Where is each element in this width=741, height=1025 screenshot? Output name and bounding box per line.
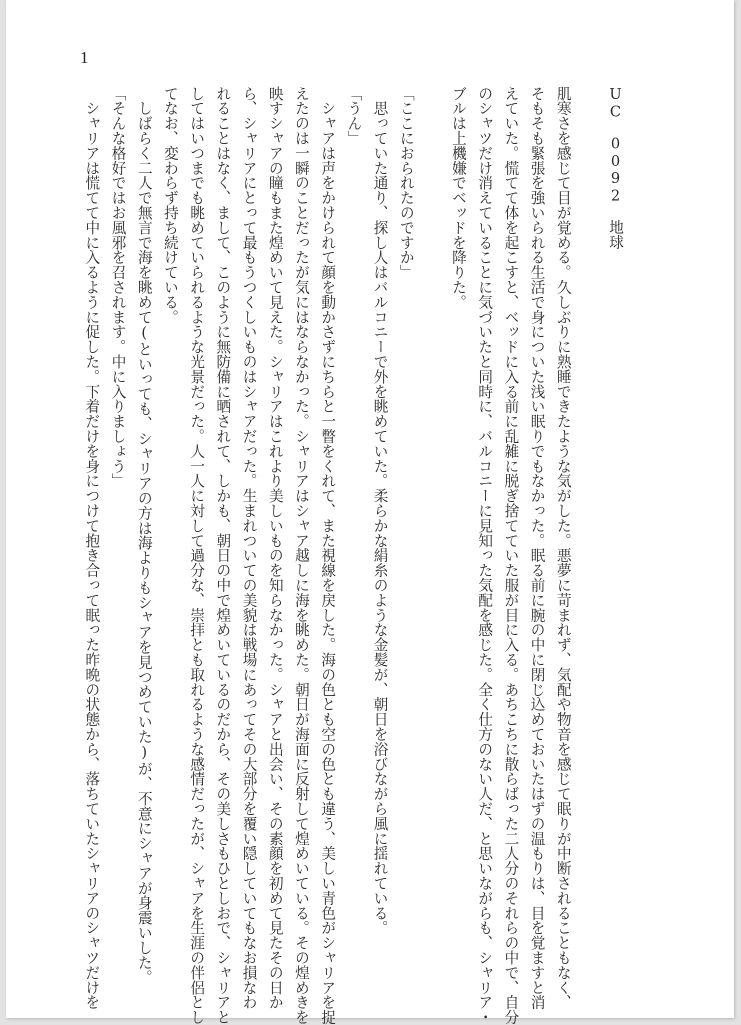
text-line: 肌寒さを感じて目が覚める。久しぶりに熟睡できたような気がした。悪夢に苛まれず、気配や物音を感じて眠りが中断されることもなく、 (554, 86, 572, 1010)
text-line: のシャツだけ消えていることに気づいたと同時に、バルコニーに見知った気配を感じた。全く仕方のない人だ、と思いながらも、シャリア・ (476, 86, 494, 1025)
text-line: れることはなく、まして、このように無防備に晒されて、しかも、朝日の中で煌めいているのだから、その美しさもひとしおで、シャリアと (214, 86, 232, 1025)
text-line: ブルは上機嫌でベッドを降りた。 (449, 86, 467, 310)
text-line: てなお、変わらず持ち続けている。 (161, 86, 179, 325)
text-line: そもそも緊張を強いられる生活で身についた浅い眠りでもなかった。眠る前に腕の中に閉じ込めておいたはずの温もりは、目を覚ますと消 (528, 86, 546, 1010)
dialogue-line: 「ここにおられたのですか」 (397, 86, 415, 280)
text-line: しばらく二人で無言で海を眺めて(といっても、シャリアの方は海よりもシャアを見つめていた)が、不意にシャアが身震いした。 (135, 86, 153, 985)
text-line: 思っていた通り、探し人はバルコニーで外を眺めていた。柔らかな絹糸のような金髪が、朝日を浴びながら風に揺れている。 (371, 86, 389, 936)
vertical-body-text (78, 86, 628, 1025)
text-line: 映すシャアの瞳もまた煌めいて見えた。シャリアはこれより美しいものを知らなかった。シャアと出会い、その素顔を初めて見たその日か (266, 86, 284, 1010)
dialogue-line: 「そんな格好ではお風邪を召されます。中に入りましょう」 (109, 86, 127, 489)
page-number: 1 (80, 48, 89, 67)
text-line: シャリアは慌てて中に入るように促した。下着だけを身につけて抱き合って眠った昨晩の状態から、落ちていたシャリアのシャツだけを (83, 86, 101, 1010)
text-line: してはいつまでも眺めていられるような光景だった。人一人に対して過分な、崇拝とも取れるような感情だったが、シャアを生涯の伴侶とし (188, 86, 206, 1025)
dialogue-line: 「うん」 (345, 86, 363, 146)
chapter-heading: UC 0092 地球 (607, 86, 624, 250)
document-page (6, 0, 734, 1025)
text-line: ら、シャリアにとって最もうつくしいものはシャアだった。生まれついての美貌は戦場にあってその大部分を覆い隠していてもなお損なわ (240, 86, 258, 1010)
text-line: シャアは声をかけられて顔を動かさずにちらと一瞥をくれて、また視線を戻した。海の色とも空の色とも違う、美しい青色がシャリアを捉 (319, 86, 337, 1025)
text-line: えていた。慌てて体を起こすと、ベッドに入る前に乱雑に脱ぎ捨てていた服が目に入る。あちこちに散らばった二人分のそれらの中で、自分 (502, 86, 520, 1025)
text-line: えたのは一瞬のことだったが気にはならなかった。シャリアはシャア越しに海を眺めた。朝日が海面に反射して煌めいている。その煌めきを (292, 86, 310, 1025)
